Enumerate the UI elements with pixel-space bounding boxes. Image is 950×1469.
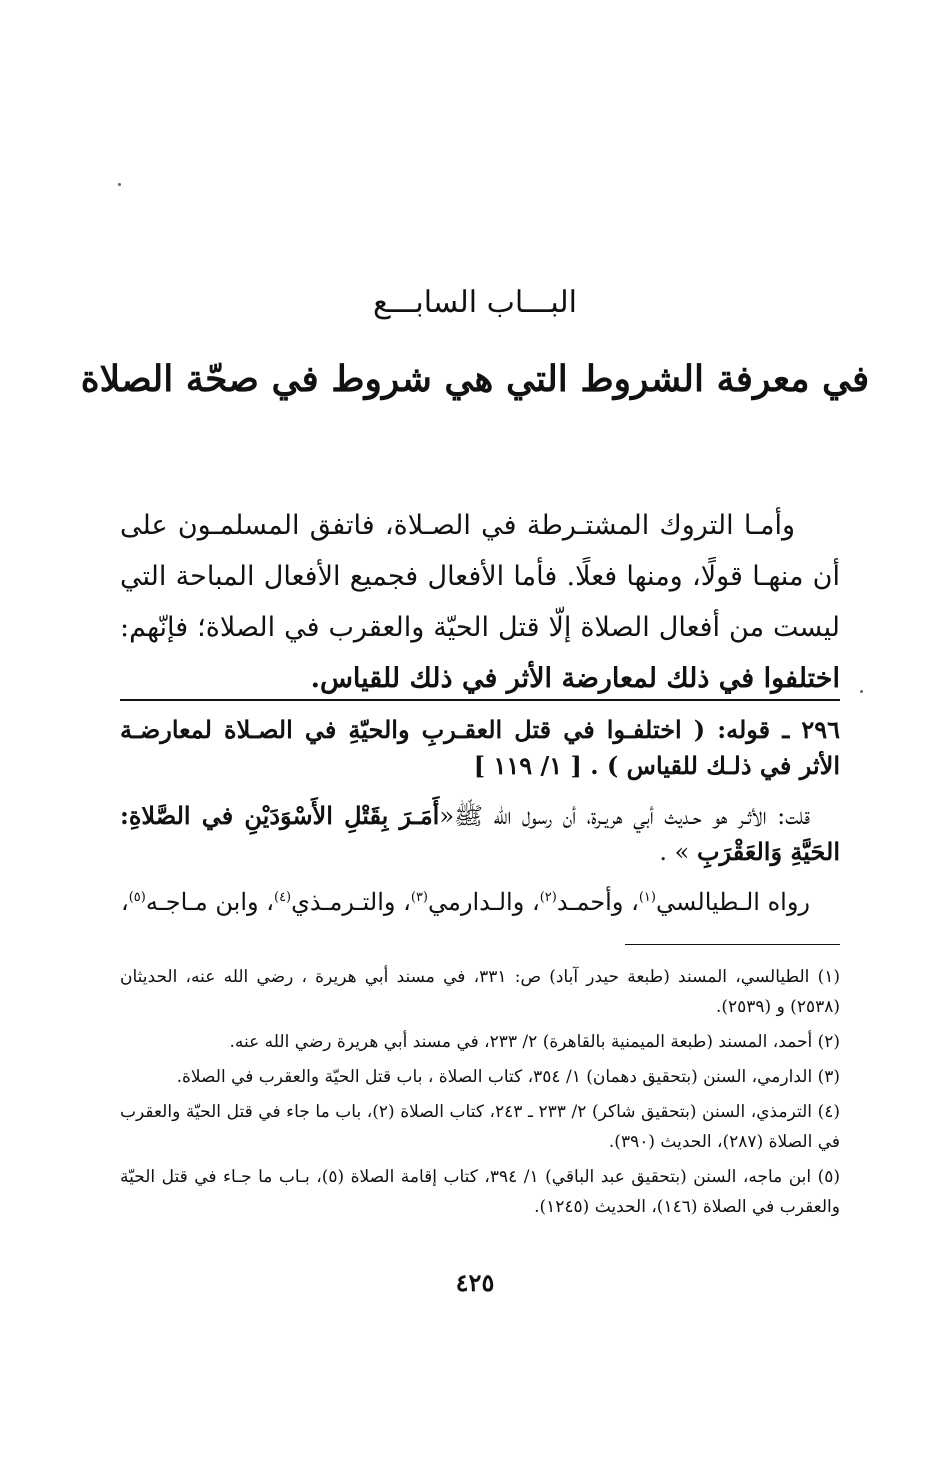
footnote-ref-1[interactable]: (١) [638,890,656,905]
narrator-4: ، والتـرمـذي [291,888,411,916]
scan-speck [860,690,863,693]
footnote-1: (١) الطيالسي، المسند (طبعة حيدر آباد) ص: ٣٣١، في مسند أبي هريرة ، رضي الله عنه، الحديثان (٢٥٣٨) و (٢٥٣٩). [120,967,840,1017]
footnote-3: (٣) الدارمي، السنن (بتحقيق دهمان) ١/ ٣٥٤، كتاب الصلاة ، باب قتل الحيّة والعقرب في الصلاة. [176,1067,840,1087]
main-divider-rule [120,699,840,701]
footnote-4: (٤) الترمذي، السنن (بتحقيق شاكر) ٢/ ٢٣٣ ـ ٢٤٣، كتاب الصلاة (٢)، باب ما جاء في قتل الحيّة والعقرب في الصلاة (٢٨٧)، الحديث (٣٩٠). [120,1102,840,1152]
chapter-title: في معرفة الشروط التي هي شروط في صحّة الصلاة [80,358,870,400]
hadith-text: أَمَـرَ بِقَتْلِ الأَسْوَدَيْنِ في الصَّلاةِ: الحَيَّةِ وَالعَقْرَبِ [120,801,840,866]
hadith-close: » . [659,838,697,866]
hadith-intro: قلت: الأثـر هو حـديث أبي هريـرة، أن رسول الله ﷺ« [439,802,810,830]
footnote-divider-rule [625,944,840,945]
footnote-ref-3[interactable]: (٣) [410,890,428,905]
hadith-paragraph [120,798,840,870]
narrator-1: رواه الـطيالسي [655,888,810,916]
chapter-label: البـــاب السابـــع [373,285,577,320]
narrators-line [120,884,840,920]
commentary-section [120,712,840,934]
main-text-part1: وأمـا التروك المشتـرطة في الصـلاة، فاتفق المسلمـون على أن منهـا قولًا، ومنها فعلًا. فأما الأفعال فجميع الأفعال المباحة التي ليست من أفعال الصلاة إلّا قتل الحيّة والعقرب في الصلاة؛ فإنّهم: [120,510,840,643]
narrator-2: ، وأحمـد [556,888,639,916]
main-text-emphasis: اختلفوا في ذلك لمعارضة الأثر في ذلك للقياس. [310,663,840,694]
page-number: ٤٢٥ [455,1268,495,1297]
footnotes-section [120,962,840,1227]
narrators-end: ، [120,888,129,916]
commentary-lead: ٢٩٦ ـ قوله: ( اختلفـوا في قتل العقـربِ والحيّةِ في الصـلاة لمعارضـة الأثر في ذلـك للقياس ) . [ ١/ ١١٩ ] [120,715,840,780]
footnote-5: (٥) ابن ماجه، السنن (بتحقيق عبد الباقي) ١/ ٣٩٤، كتاب إقامة الصلاة (٥)، بـاب ما جـاء في قتل الحيّة والعقرب في الصلاة (١٤٦)، الحديث (١٢٤٥). [120,1167,840,1217]
main-paragraph [120,500,840,704]
footnote-ref-5[interactable]: (٥) [128,890,146,905]
scan-speck [118,183,121,186]
footnote-ref-2[interactable]: (٢) [539,890,557,905]
footnote-2: (٢) أحمد، المسند (طبعة الميمنية بالقاهرة) ٢/ ٢٣٣، في مسند أبي هريرة رضي الله عنه. [229,1032,840,1052]
narrator-5: ، وابن مـاجـه [145,888,274,916]
narrator-3: ، والـدارمي [428,888,540,916]
footnote-ref-4[interactable]: (٤) [273,890,292,905]
